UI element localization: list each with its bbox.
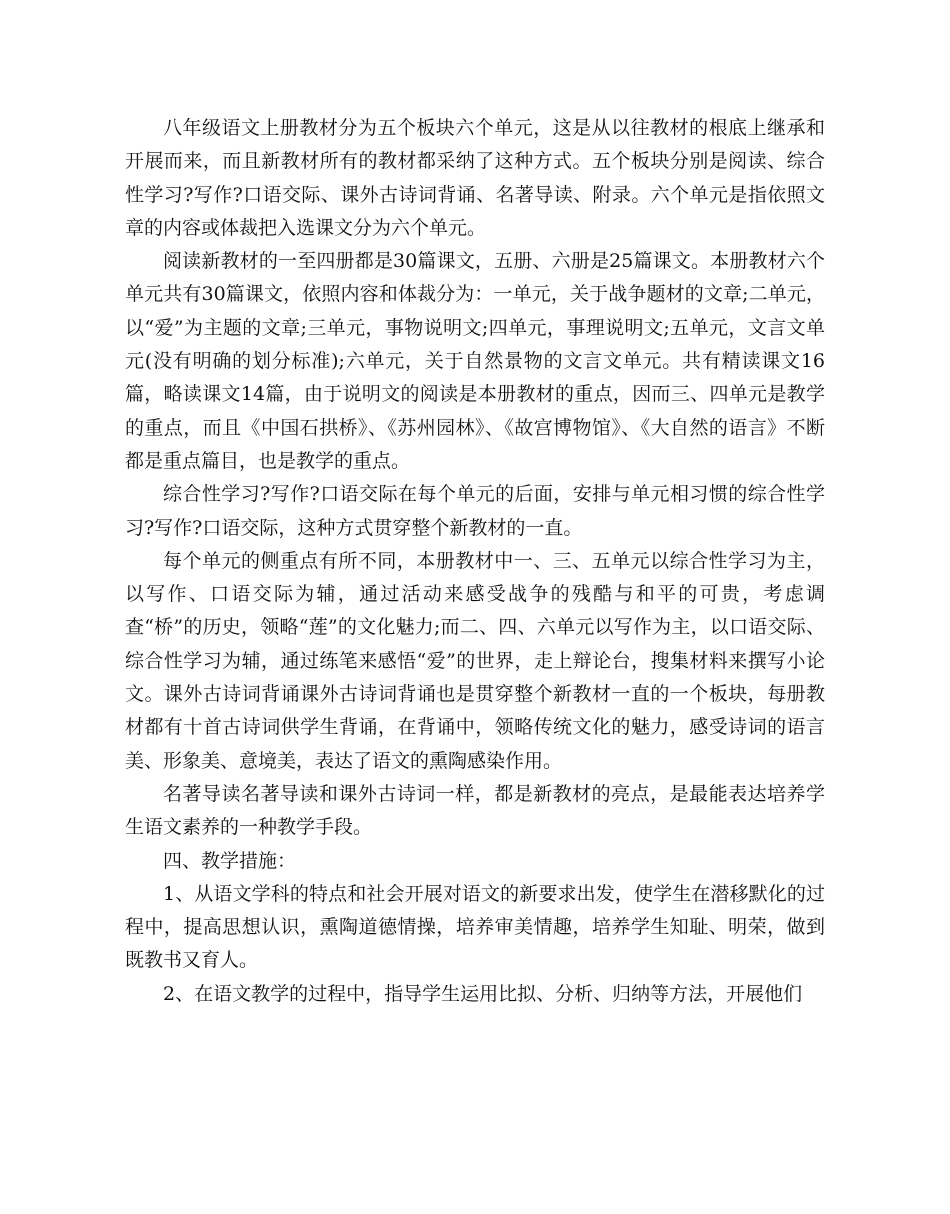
paragraph-measure-1: 1、从语文学科的特点和社会开展对语文的新要求出发，使学生在潜移默化的过程中，提高思想认识，熏陶道德情操，培养审美情趣，培养学生知耻、明荣，做到既教书又育人。	[125, 882, 825, 972]
paragraph-textbook-structure: 八年级语文上册教材分为五个板块六个单元，这是从以往教材的根底上继承和开展而来，而且新教材所有的教材都采纳了这种方式。五个板块分别是阅读、综合性学习?写作?口语交际、课外古诗词背诵、名著导读、附录。六个单元是指依照文章的内容或体裁把入选课文分为六个单元。	[125, 117, 825, 239]
paragraph-unit-focus: 每个单元的侧重点有所不同，本册教材中一、三、五单元以综合性学习为主，以写作、口语交际为辅，通过活动来感受战争的残酷与和平的可贵，考虑调查“桥”的历史，领略“莲”的文化魅力;而二、四、六单元以写作为主，以口语交际、综合性学习为辅，通过练笔来感悟“爱”的世界，走上辩论台，搜集材料来撰写小论文。课外古诗词背诵课外古诗词背诵也是贯穿整个新教材一直的一个板块，每册教材都有十首古诗词供学生背诵，在背诵中，领略传统文化的魅力，感受诗词的语言美、形象美、意境美，表达了语文的熏陶感染作用。	[125, 549, 825, 772]
document-page	[125, 112, 825, 1011]
paragraph-reading-units: 阅读新教材的一至四册都是30篇课文，五册、六册是25篇课文。本册教材六个单元共有30篇课文，依照内容和体裁分为：一单元，关于战争题材的文章;二单元，以“爱”为主题的文章;三单元，事物说明文;四单元，事理说明文;五单元，文言文单元(没有明确的划分标准);六单元，关于自然景物的文言文单元。共有精读课文16篇，略读课文14篇，由于说明文的阅读是本册教材的重点，因而三、四单元是教学的重点，而且《中国石拱桥》、《苏州园林》、《故宫博物馆》、《大自然的语言》不断都是重点篇目，也是教学的重点。	[125, 250, 825, 472]
paragraph-comprehensive-learning: 综合性学习?写作?口语交际在每个单元的后面，安排与单元相习惯的综合性学习?写作?口语交际，这种方式贯穿整个新教材的一直。	[125, 483, 825, 539]
paragraph-measure-2: 2、在语文教学的过程中，指导学生运用比拟、分析、归纳等方法，开展他们	[163, 982, 803, 1005]
paragraph-classics-guide: 名著导读名著导读和课外古诗词一样，都是新教材的亮点，是最能表达培养学生语文素养的一种教学手段。	[125, 782, 825, 839]
section-heading-teaching-measures: 四、教学措施：	[163, 849, 297, 872]
